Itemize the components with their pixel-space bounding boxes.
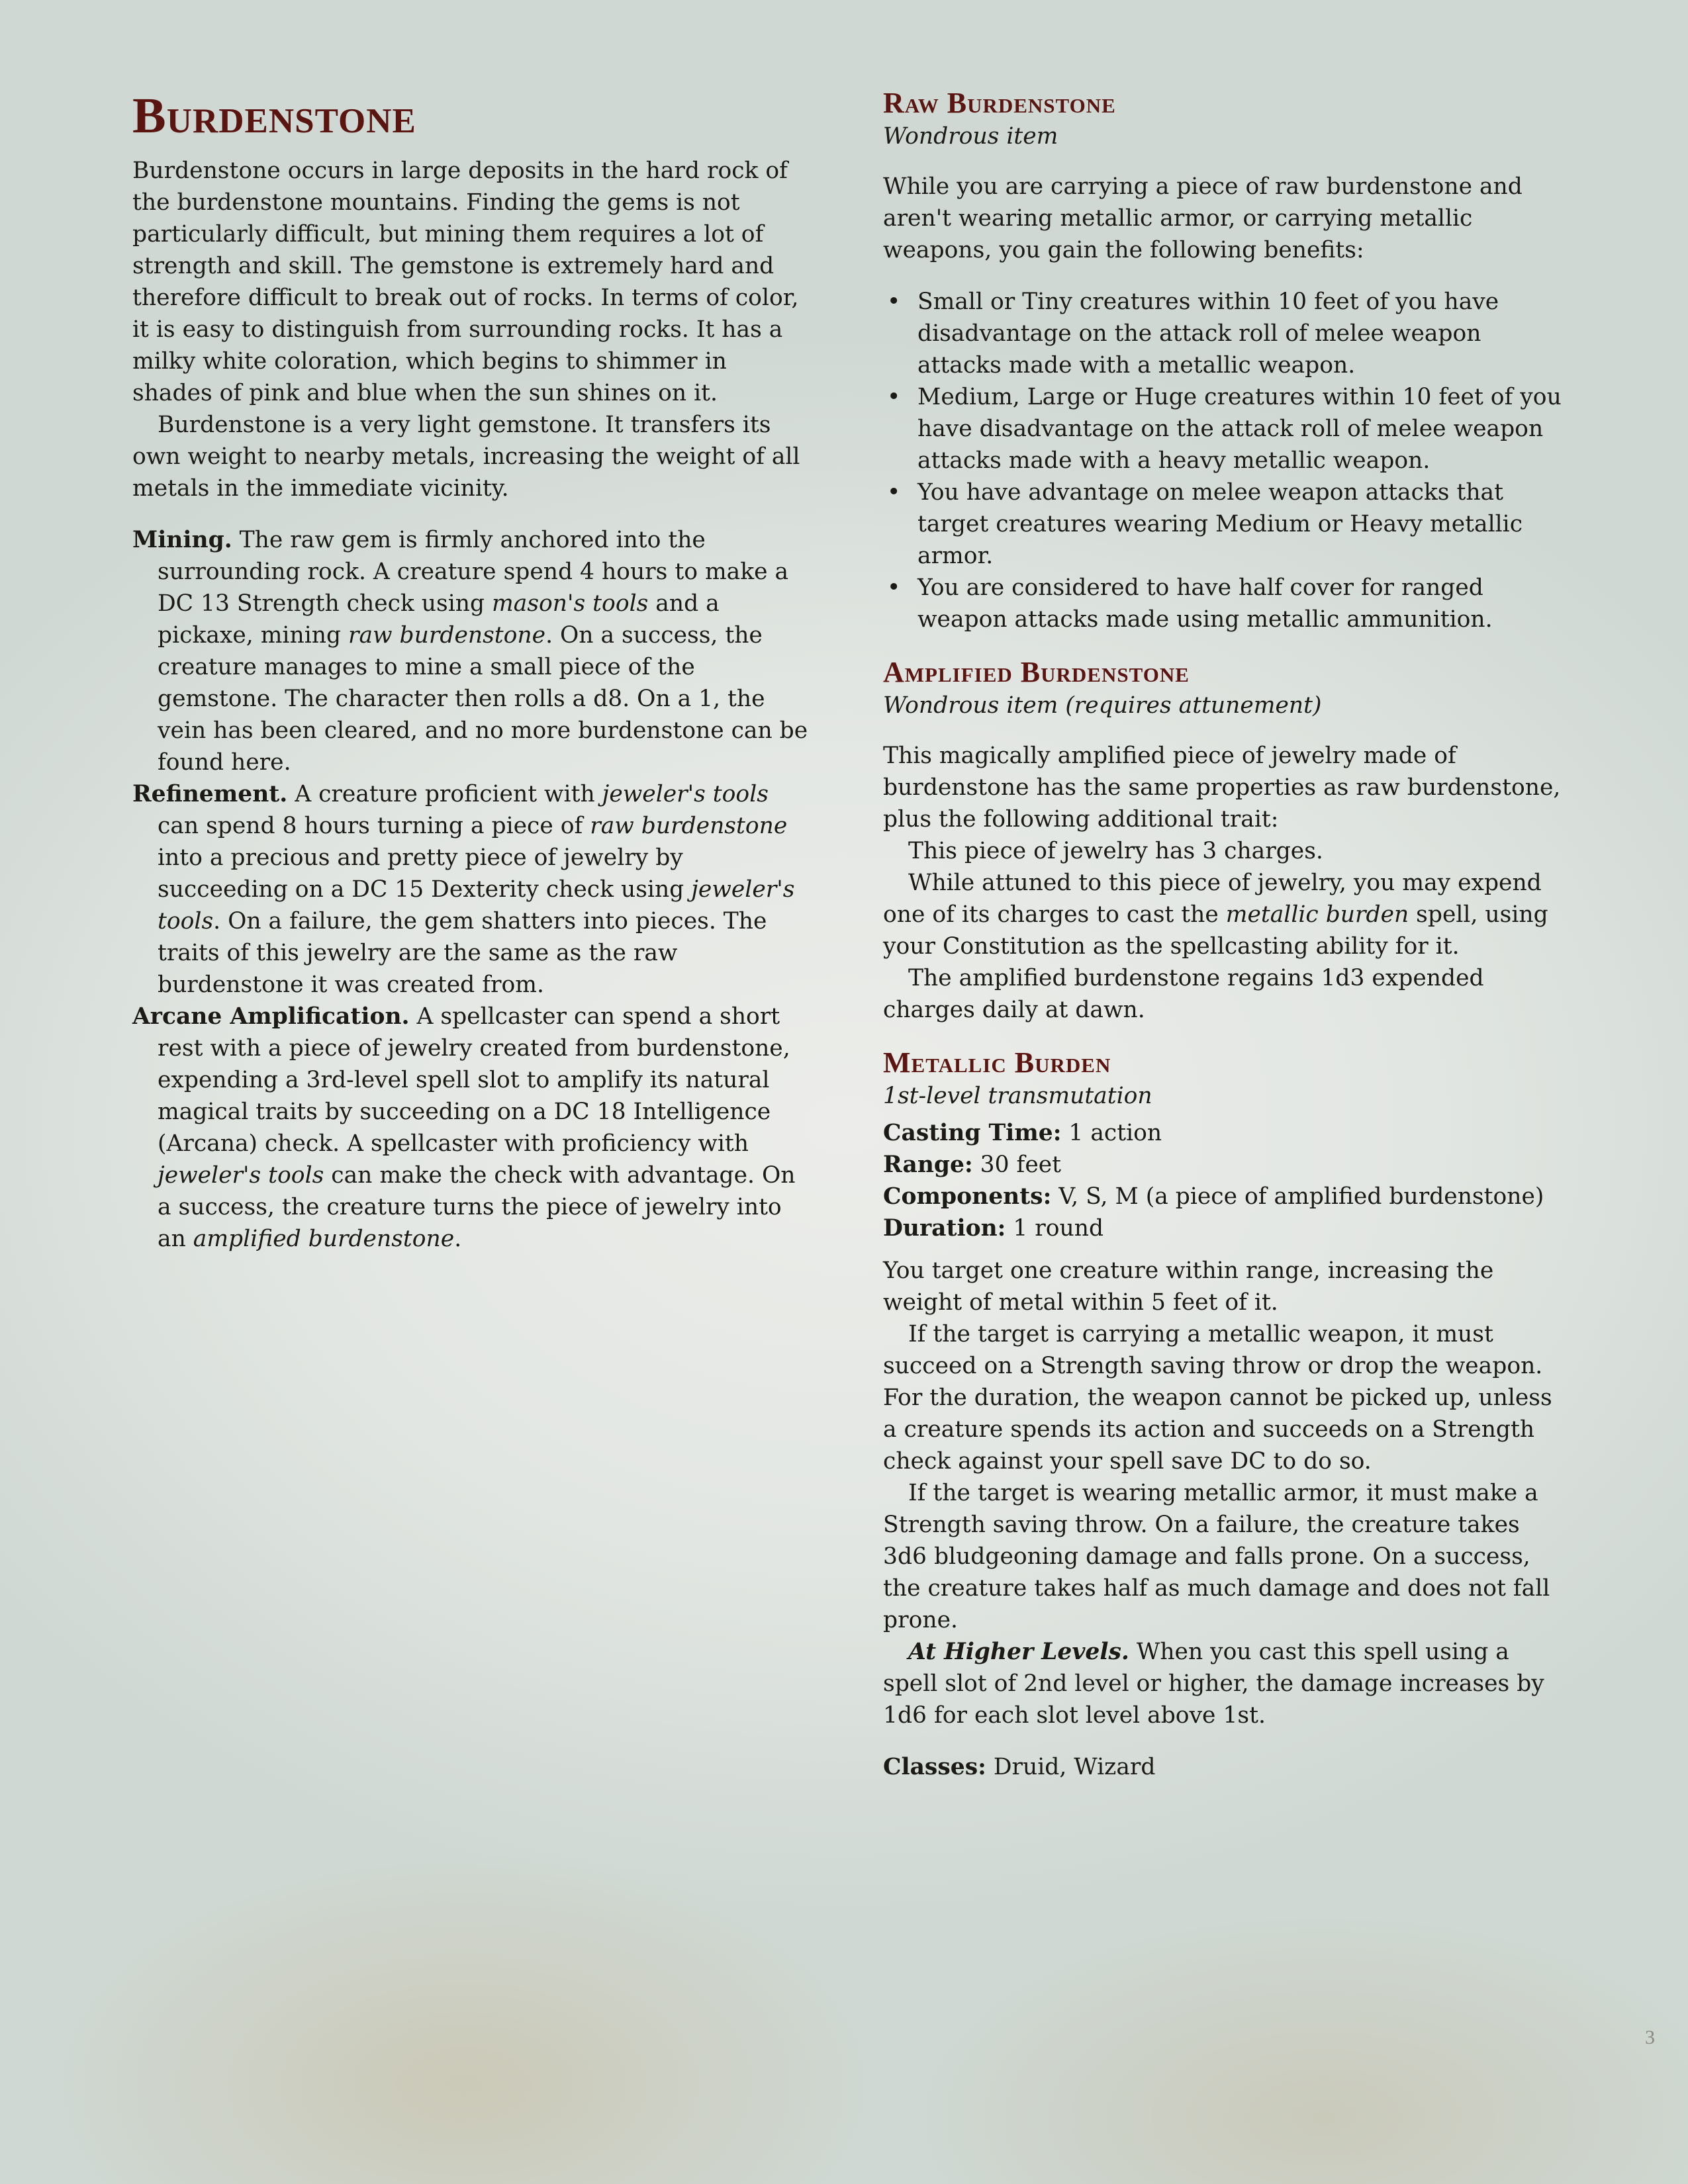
classes-value: Druid, Wizard bbox=[986, 1754, 1156, 1780]
raw-burdenstone-benefits-list bbox=[883, 286, 1562, 635]
right-column bbox=[883, 86, 1562, 1783]
spell-paragraph-3: If the target is wearing metallic armor, it must make a Strength saving throw. On a failure, the creature takes 3d6 bludgeoning damage and falls prone. On a success, the creature takes half as much damage and does not fall prone. bbox=[883, 1480, 1550, 1633]
at-higher-levels-paragraph bbox=[883, 1636, 1562, 1731]
duration-value: 1 round bbox=[1006, 1215, 1104, 1242]
arcane-amplification-label: Arcane Amplification. bbox=[132, 1003, 410, 1030]
duration-label: Duration: bbox=[883, 1215, 1006, 1242]
refinement-italic-2: raw burdenstone bbox=[590, 813, 788, 839]
refinement-text-3: into a precious and pretty piece of jewelry by succeeding on a DC 15 Dexterity check using bbox=[158, 844, 692, 903]
classes-label: Classes: bbox=[883, 1754, 986, 1780]
amplified-p3-text-2: spell, using your Constitution as the spellcasting ability for it. bbox=[883, 901, 1548, 960]
list-item: • Medium, Large or Huge creatures within 10 feet of you have disadvantage on the attack roll of melee weapon attacks made with a heavy metallic weapon. bbox=[883, 381, 1562, 477]
mining-text-3: . On a success, the creature manages to mine a small piece of the gemstone. The character then rolls a d8. On a 1, the vein has been cleared, and no more burdenstone can be found here. bbox=[158, 622, 808, 776]
amplified-p3-text-1: While attuned to this piece of jewelry, you may expend one of its charges to cast the bbox=[883, 870, 1542, 928]
raw-burdenstone-intro: While you are carrying a piece of raw burdenstone and aren't wearing metallic armor, or carrying metallic weapons, you gain the following benefits: bbox=[883, 173, 1523, 263]
components-value: V, S, M (a piece of amplified burdenstone) bbox=[1051, 1183, 1544, 1210]
refinement-text-2: can spend 8 hours turning a piece of bbox=[158, 813, 590, 839]
intro-paragraph-1: Burdenstone occurs in large deposits in the hard rock of the burdenstone mountains. Finding the gems is not particularly difficult, but mining them requires a lot of strength and skill. The gemstone is extremely hard and therefore difficult to break out of rocks. In terms of color, it is easy to distinguish from surrounding rocks. It has a milky white coloration, which begins to shimmer in shades of pink and blue when the sun shines on it. bbox=[132, 158, 799, 406]
raw-burdenstone-heading: Raw Burdenstone bbox=[883, 87, 1116, 119]
mining-paragraph bbox=[132, 524, 811, 778]
amplified-paragraph-4: The amplified burdenstone regains 1d3 expended charges daily at dawn. bbox=[883, 965, 1484, 1023]
arcane-italic-2: amplified burdenstone bbox=[193, 1226, 455, 1252]
amplified-paragraph-3 bbox=[883, 867, 1562, 962]
mining-italic-2: raw burdenstone bbox=[348, 622, 546, 649]
casting-time-label: Casting Time: bbox=[883, 1120, 1062, 1146]
mining-text-1: The raw gem is firmly anchored into the surrounding rock. A creature spend 4 hours to make a DC 13 Strength check using bbox=[158, 527, 789, 617]
range-line bbox=[883, 1149, 1562, 1181]
refinement-italic-3: jeweler's tools bbox=[158, 876, 795, 934]
page-title: Burdenstone bbox=[132, 88, 416, 144]
metallic-burden-spell-name: metallic burden bbox=[1225, 901, 1409, 928]
list-item: • You have advantage on melee weapon attacks that target creatures wearing Medium or Heavy metallic armor. bbox=[883, 477, 1562, 572]
metallic-burden-subtitle: 1st-level transmutation bbox=[883, 1083, 1152, 1109]
arcane-text-1: A spellcaster can spend a short rest with a piece of jewelry created from burdenstone, expending a 3rd-level spell slot to amplify its natural magical traits by succeeding on a DC 18 Intelligence (Arcana) check. A spellcaster with proficiency with bbox=[158, 1003, 790, 1157]
refinement-text-4: . On a failure, the gem shatters into pieces. The traits of this jewelry are the same as the raw burdenstone it was created from. bbox=[158, 908, 767, 998]
amplified-paragraph-2: This piece of jewelry has 3 charges. bbox=[908, 838, 1323, 864]
amplified-burdenstone-subtitle: Wondrous item (requires attunement) bbox=[883, 692, 1322, 719]
duration-line bbox=[883, 1212, 1562, 1244]
classes-line bbox=[883, 1751, 1562, 1783]
left-column bbox=[132, 86, 811, 1255]
casting-time-value: 1 action bbox=[1061, 1120, 1162, 1146]
mining-label: Mining. bbox=[132, 527, 232, 553]
refinement-label: Refinement. bbox=[132, 781, 288, 807]
components-line bbox=[883, 1181, 1562, 1212]
amplified-paragraph-1: This magically amplified piece of jewelry made of burdenstone has the same properties as raw burdenstone, plus the following additional trait: bbox=[883, 743, 1561, 833]
arcane-text-3: . bbox=[454, 1226, 462, 1252]
refinement-text-1: A creature proficient with bbox=[287, 781, 602, 807]
at-higher-levels-text: When you cast this spell using a spell slot of 2nd level or higher, the damage increases by 1d6 for each slot level above 1st. bbox=[883, 1639, 1544, 1729]
list-item: • You are considered to have half cover for ranged weapon attacks made using metallic ammunition. bbox=[883, 572, 1562, 635]
amplified-burdenstone-heading: Amplified Burdenstone bbox=[883, 656, 1190, 688]
arcane-amplification-paragraph bbox=[132, 1001, 811, 1255]
range-label: Range: bbox=[883, 1152, 973, 1178]
spell-paragraph-2: If the target is carrying a metallic weapon, it must succeed on a Strength saving throw or drop the weapon. For the duration, the weapon cannot be picked up, unless a creature spends its action and succeeds on a Strength check against your spell save DC to do so. bbox=[883, 1321, 1552, 1475]
list-item: • Small or Tiny creatures within 10 feet of you have disadvantage on the attack roll of melee weapon attacks made with a metallic weapon. bbox=[883, 286, 1562, 381]
intro-paragraph-2: Burdenstone is a very light gemstone. It transfers its own weight to nearby metals, increasing the weight of all metals in the immediate vicinity. bbox=[132, 412, 800, 502]
metallic-burden-heading: Metallic Burden bbox=[883, 1046, 1111, 1079]
at-higher-levels-label: At Higher Levels. bbox=[908, 1639, 1129, 1665]
spell-paragraph-1: You target one creature within range, increasing the weight of metal within 5 feet of it. bbox=[883, 1257, 1494, 1316]
mining-italic-1: mason's tools bbox=[492, 590, 649, 617]
page-number: 3 bbox=[1645, 2026, 1655, 2048]
arcane-italic-1: jeweler's tools bbox=[158, 1162, 324, 1189]
arcane-text-2: can make the check with advantage. On a success, the creature turns the piece of jewelry into an bbox=[158, 1162, 796, 1252]
raw-burdenstone-subtitle: Wondrous item bbox=[883, 123, 1058, 150]
components-label: Components: bbox=[883, 1183, 1052, 1210]
casting-time-line bbox=[883, 1117, 1562, 1149]
refinement-italic-1: jeweler's tools bbox=[602, 781, 769, 807]
refinement-paragraph bbox=[132, 778, 811, 1001]
range-value: 30 feet bbox=[972, 1152, 1062, 1178]
mining-text-2: and a pickaxe, mining bbox=[158, 590, 720, 649]
